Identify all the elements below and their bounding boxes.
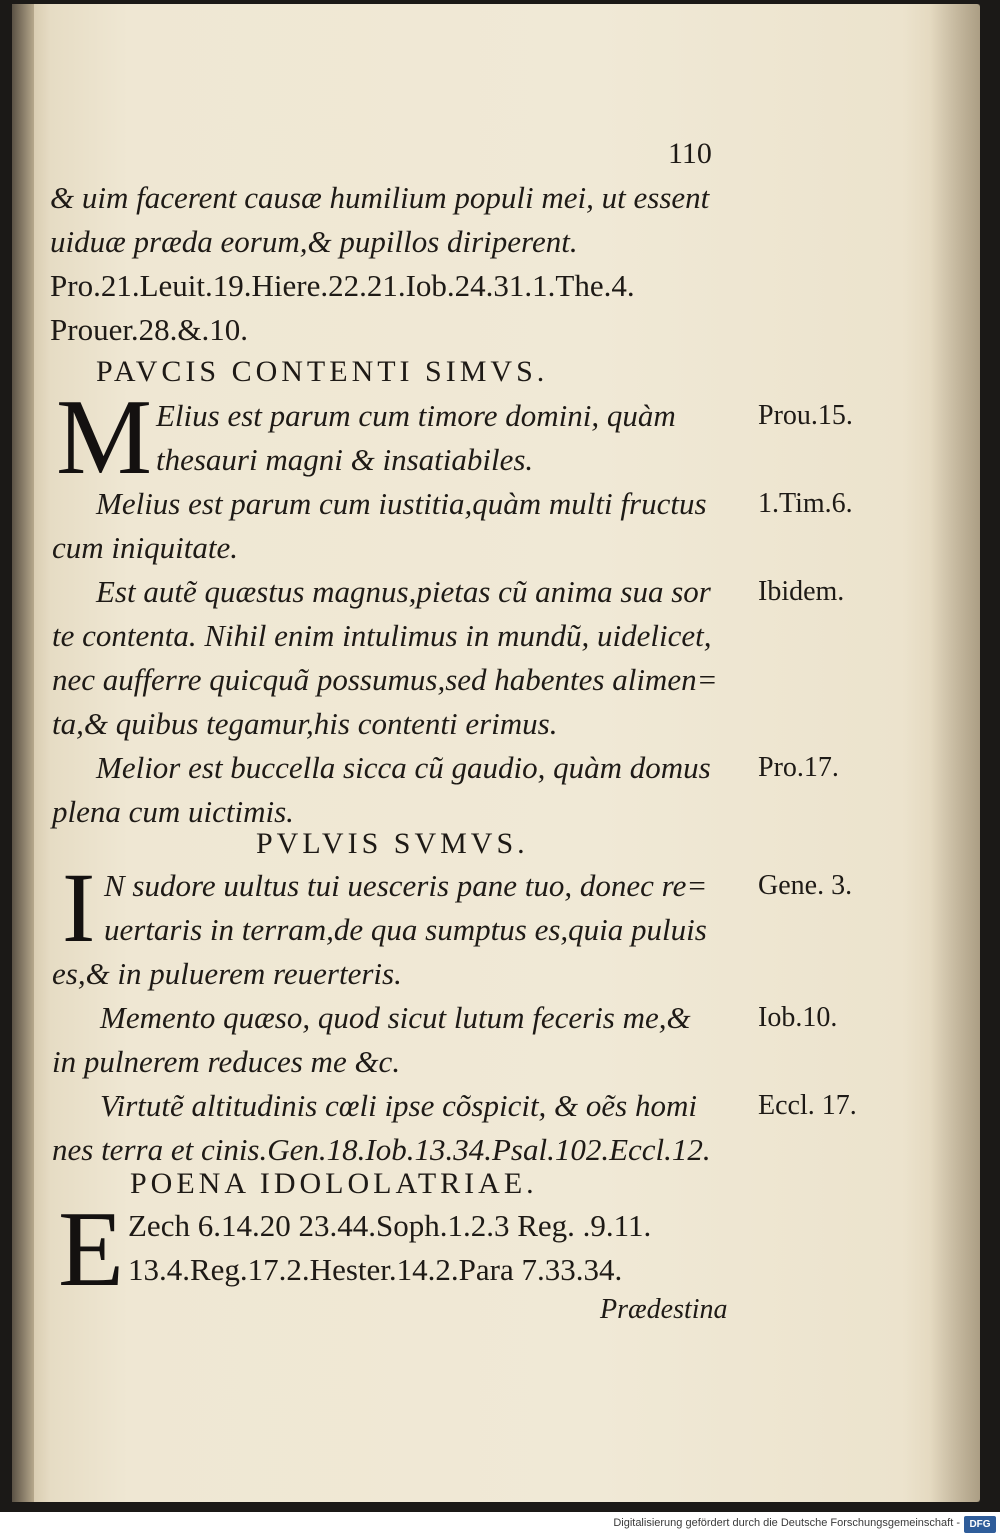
- footer-credit: Digitalisierung gefördert durch die Deutsche Forschungsgemeinschaft -: [613, 1517, 960, 1529]
- text-line: uertaris in terram,de qua sumptus es,quia puluis: [104, 912, 707, 947]
- text-line: & uim facerent causæ humilium populi mei, ut essent: [50, 180, 710, 215]
- dfg-logo: DFG: [964, 1516, 996, 1533]
- margin-reference: Prou.15.: [758, 400, 853, 431]
- text-line: te contenta. Nihil enim intulimus in mundũ, uidelicet,: [52, 618, 712, 653]
- text-line: uiduæ præda eorum,& pupillos diriperent.: [50, 224, 578, 259]
- text-line: Zech 6.14.20 23.44.Soph.1.2.3 Reg. .9.11.: [128, 1208, 652, 1243]
- text-line: plena cum uictimis.: [52, 794, 294, 829]
- margin-reference: Gene. 3.: [758, 870, 853, 901]
- text-line: 13.4.Reg.17.2.Hester.14.2.Para 7.33.34.: [128, 1252, 623, 1287]
- text-line: ta,& quibus tegamur,his contenti erimus.: [52, 706, 558, 741]
- text-line: in pulnerem reduces me &c.: [52, 1044, 401, 1079]
- margin-reference: Pro.17.: [758, 752, 839, 783]
- drop-cap-initial: E: [58, 1190, 124, 1309]
- margin-reference: Iob.10.: [758, 1002, 838, 1033]
- margin-reference: 1.Tim.6.: [758, 488, 853, 519]
- text-line: Melius est parum cum iustitia,quàm multi fructus: [96, 486, 707, 521]
- drop-cap-initial: I: [62, 852, 96, 963]
- text-line: Memento quæso, quod sicut lutum feceris me,&: [100, 1000, 691, 1035]
- text-line: Prouer.28.&.10.: [50, 312, 249, 347]
- drop-cap-initial: M: [56, 378, 153, 497]
- text-line: Pro.21.Leuit.19.Hiere.22.21.Iob.24.31.1.The.4.: [50, 268, 635, 303]
- text-line: Est autẽ quæstus magnus,pietas cũ anima sua sor: [96, 574, 711, 609]
- text-line: N sudore uultus tui uesceris pane tuo, donec re=: [104, 868, 708, 903]
- text-line: Elius est parum cum timore domini, quàm: [156, 398, 676, 433]
- page-number: 110: [668, 137, 712, 170]
- margin-reference: Ibidem.: [758, 576, 845, 607]
- text-line: nes terra et cinis.Gen.18.Iob.13.34.Psal.102.Eccl.12.: [52, 1132, 711, 1167]
- text-line: es,& in puluerem reuerteris.: [52, 956, 402, 991]
- text-line: Virtutẽ altitudinis cœli ipse cõspicit, & oẽs homi: [100, 1088, 697, 1123]
- text-line: nec aufferre quicquã possumus,sed habentes alimen=: [52, 662, 718, 697]
- digitization-footer: [0, 1512, 1000, 1538]
- catchword: Prædestina: [600, 1294, 728, 1325]
- section-heading: PVLVIS SVMVS.: [256, 827, 529, 860]
- text-line: thesauri magni & insatiabiles.: [156, 442, 534, 477]
- margin-reference: Eccl. 17.: [758, 1090, 857, 1121]
- section-heading: POENA IDOLOLATRIAE.: [130, 1167, 538, 1200]
- text-line: cum iniquitate.: [52, 530, 238, 565]
- text-line: Melior est buccella sicca cũ gaudio, quàm domus: [96, 750, 711, 785]
- section-heading: PAVCIS CONTENTI SIMVS.: [96, 355, 549, 388]
